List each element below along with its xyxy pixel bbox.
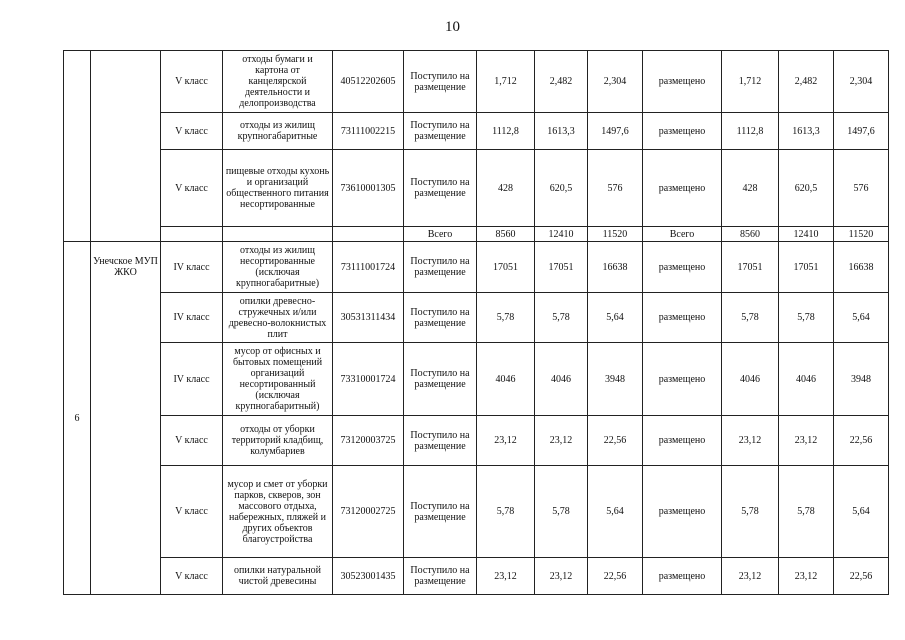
value-cell: 23,12 xyxy=(779,416,834,466)
status-cell: Поступило на размещение xyxy=(404,416,477,466)
empty-cell xyxy=(223,227,333,242)
value-cell: 1,712 xyxy=(722,51,779,113)
table-row xyxy=(64,150,889,227)
status-cell: Поступило на размещение xyxy=(404,242,477,293)
value-cell: 2,482 xyxy=(535,51,588,113)
value-cell: 22,56 xyxy=(588,558,643,595)
hazard-class-cell: V класс xyxy=(161,150,223,227)
total-label-cell: Всего xyxy=(643,227,722,242)
status-cell: Поступило на размещение xyxy=(404,150,477,227)
value-cell: 1497,6 xyxy=(588,113,643,150)
value-cell: 5,78 xyxy=(779,466,834,558)
value-cell: 23,12 xyxy=(722,558,779,595)
waste-name-cell: опилки древесно-стружечных и/или древесно-волокнистых плит xyxy=(223,293,333,343)
value-cell: 17051 xyxy=(722,242,779,293)
hazard-class-cell: V класс xyxy=(161,558,223,595)
value-cell: 5,64 xyxy=(588,466,643,558)
table-row xyxy=(64,466,889,558)
result-cell: размещено xyxy=(643,293,722,343)
value-cell: 5,78 xyxy=(535,466,588,558)
value-cell: 1497,6 xyxy=(834,113,889,150)
result-cell: размещено xyxy=(643,242,722,293)
value-cell: 22,56 xyxy=(834,416,889,466)
waste-code-cell: 73120003725 xyxy=(333,416,404,466)
total-value-cell: 12410 xyxy=(535,227,588,242)
result-cell: размещено xyxy=(643,466,722,558)
table-row xyxy=(64,558,889,595)
value-cell: 3948 xyxy=(588,343,643,416)
status-cell: Поступило на размещение xyxy=(404,113,477,150)
waste-code-cell: 30523001435 xyxy=(333,558,404,595)
organization-cell xyxy=(91,51,161,242)
result-cell: размещено xyxy=(643,558,722,595)
value-cell: 23,12 xyxy=(535,558,588,595)
value-cell: 16638 xyxy=(834,242,889,293)
table-row xyxy=(64,343,889,416)
value-cell: 428 xyxy=(722,150,779,227)
value-cell: 23,12 xyxy=(477,416,535,466)
total-value-cell: 8560 xyxy=(722,227,779,242)
value-cell: 17051 xyxy=(535,242,588,293)
waste-name-cell: отходы из жилищ крупногабаритные xyxy=(223,113,333,150)
result-cell: размещено xyxy=(643,150,722,227)
empty-cell xyxy=(161,227,223,242)
value-cell: 428 xyxy=(477,150,535,227)
result-cell: размещено xyxy=(643,343,722,416)
waste-name-cell: опилки натуральной чистой древесины xyxy=(223,558,333,595)
value-cell: 23,12 xyxy=(722,416,779,466)
waste-code-cell: 73120002725 xyxy=(333,466,404,558)
value-cell: 2,304 xyxy=(834,51,889,113)
table-row xyxy=(64,51,889,113)
total-value-cell: 8560 xyxy=(477,227,535,242)
value-cell: 1,712 xyxy=(477,51,535,113)
total-value-cell: 12410 xyxy=(779,227,834,242)
waste-name-cell: отходы бумаги и картона от канцелярской деятельности и делопроизводства xyxy=(223,51,333,113)
organization-cell: Унечское МУП ЖКО xyxy=(91,242,161,595)
total-label-cell: Всего xyxy=(404,227,477,242)
waste-name-cell: отходы от уборки территорий кладбищ, колумбариев xyxy=(223,416,333,466)
row-number-cell: 6 xyxy=(64,242,91,595)
value-cell: 620,5 xyxy=(779,150,834,227)
total-value-cell: 11520 xyxy=(834,227,889,242)
value-cell: 2,482 xyxy=(779,51,834,113)
status-cell: Поступило на размещение xyxy=(404,343,477,416)
table-row xyxy=(64,293,889,343)
empty-cell xyxy=(333,227,404,242)
waste-name-cell: отходы из жилищ несортированные (исключая крупногабаритные) xyxy=(223,242,333,293)
status-cell: Поступило на размещение xyxy=(404,466,477,558)
value-cell: 17051 xyxy=(779,242,834,293)
value-cell: 576 xyxy=(834,150,889,227)
status-cell: Поступило на размещение xyxy=(404,293,477,343)
value-cell: 22,56 xyxy=(834,558,889,595)
value-cell: 620,5 xyxy=(535,150,588,227)
status-cell: Поступило на размещение xyxy=(404,51,477,113)
waste-code-cell: 73111001724 xyxy=(333,242,404,293)
value-cell: 1112,8 xyxy=(477,113,535,150)
hazard-class-cell: V класс xyxy=(161,466,223,558)
hazard-class-cell: V класс xyxy=(161,51,223,113)
value-cell: 16638 xyxy=(588,242,643,293)
value-cell: 5,78 xyxy=(779,293,834,343)
hazard-class-cell: IV класс xyxy=(161,242,223,293)
result-cell: размещено xyxy=(643,51,722,113)
value-cell: 22,56 xyxy=(588,416,643,466)
value-cell: 4046 xyxy=(779,343,834,416)
value-cell: 23,12 xyxy=(779,558,834,595)
hazard-class-cell: V класс xyxy=(161,113,223,150)
status-cell: Поступило на размещение xyxy=(404,558,477,595)
page-number: 10 xyxy=(445,19,460,35)
value-cell: 576 xyxy=(588,150,643,227)
result-cell: размещено xyxy=(643,113,722,150)
value-cell: 5,64 xyxy=(834,293,889,343)
value-cell: 5,64 xyxy=(588,293,643,343)
table-row xyxy=(64,113,889,150)
value-cell: 5,78 xyxy=(477,293,535,343)
value-cell: 5,78 xyxy=(535,293,588,343)
waste-name-cell: пищевые отходы кухонь и организаций общественного питания несортированные xyxy=(223,150,333,227)
waste-code-cell: 40512202605 xyxy=(333,51,404,113)
value-cell: 23,12 xyxy=(535,416,588,466)
total-row xyxy=(64,227,889,242)
waste-code-cell: 30531311434 xyxy=(333,293,404,343)
value-cell: 1112,8 xyxy=(722,113,779,150)
value-cell: 4046 xyxy=(535,343,588,416)
waste-code-cell: 73111002215 xyxy=(333,113,404,150)
value-cell: 1613,3 xyxy=(535,113,588,150)
waste-name-cell: мусор от офисных и бытовых помещений организаций несортированный (исключая крупногабаритный) xyxy=(223,343,333,416)
table-row xyxy=(64,416,889,466)
value-cell: 2,304 xyxy=(588,51,643,113)
value-cell: 5,64 xyxy=(834,466,889,558)
hazard-class-cell: IV класс xyxy=(161,343,223,416)
waste-table xyxy=(63,50,889,595)
row-number-cell xyxy=(64,51,91,242)
value-cell: 3948 xyxy=(834,343,889,416)
table-row xyxy=(64,242,889,293)
value-cell: 4046 xyxy=(722,343,779,416)
waste-code-cell: 73610001305 xyxy=(333,150,404,227)
value-cell: 4046 xyxy=(477,343,535,416)
total-value-cell: 11520 xyxy=(588,227,643,242)
value-cell: 5,78 xyxy=(477,466,535,558)
value-cell: 23,12 xyxy=(477,558,535,595)
hazard-class-cell: IV класс xyxy=(161,293,223,343)
value-cell: 5,78 xyxy=(722,466,779,558)
hazard-class-cell: V класс xyxy=(161,416,223,466)
waste-code-cell: 73310001724 xyxy=(333,343,404,416)
waste-name-cell: мусор и смет от уборки парков, скверов, зон массового отдыха, набережных, пляжей и других объектов благоустройства xyxy=(223,466,333,558)
value-cell: 1613,3 xyxy=(779,113,834,150)
result-cell: размещено xyxy=(643,416,722,466)
value-cell: 5,78 xyxy=(722,293,779,343)
value-cell: 17051 xyxy=(477,242,535,293)
